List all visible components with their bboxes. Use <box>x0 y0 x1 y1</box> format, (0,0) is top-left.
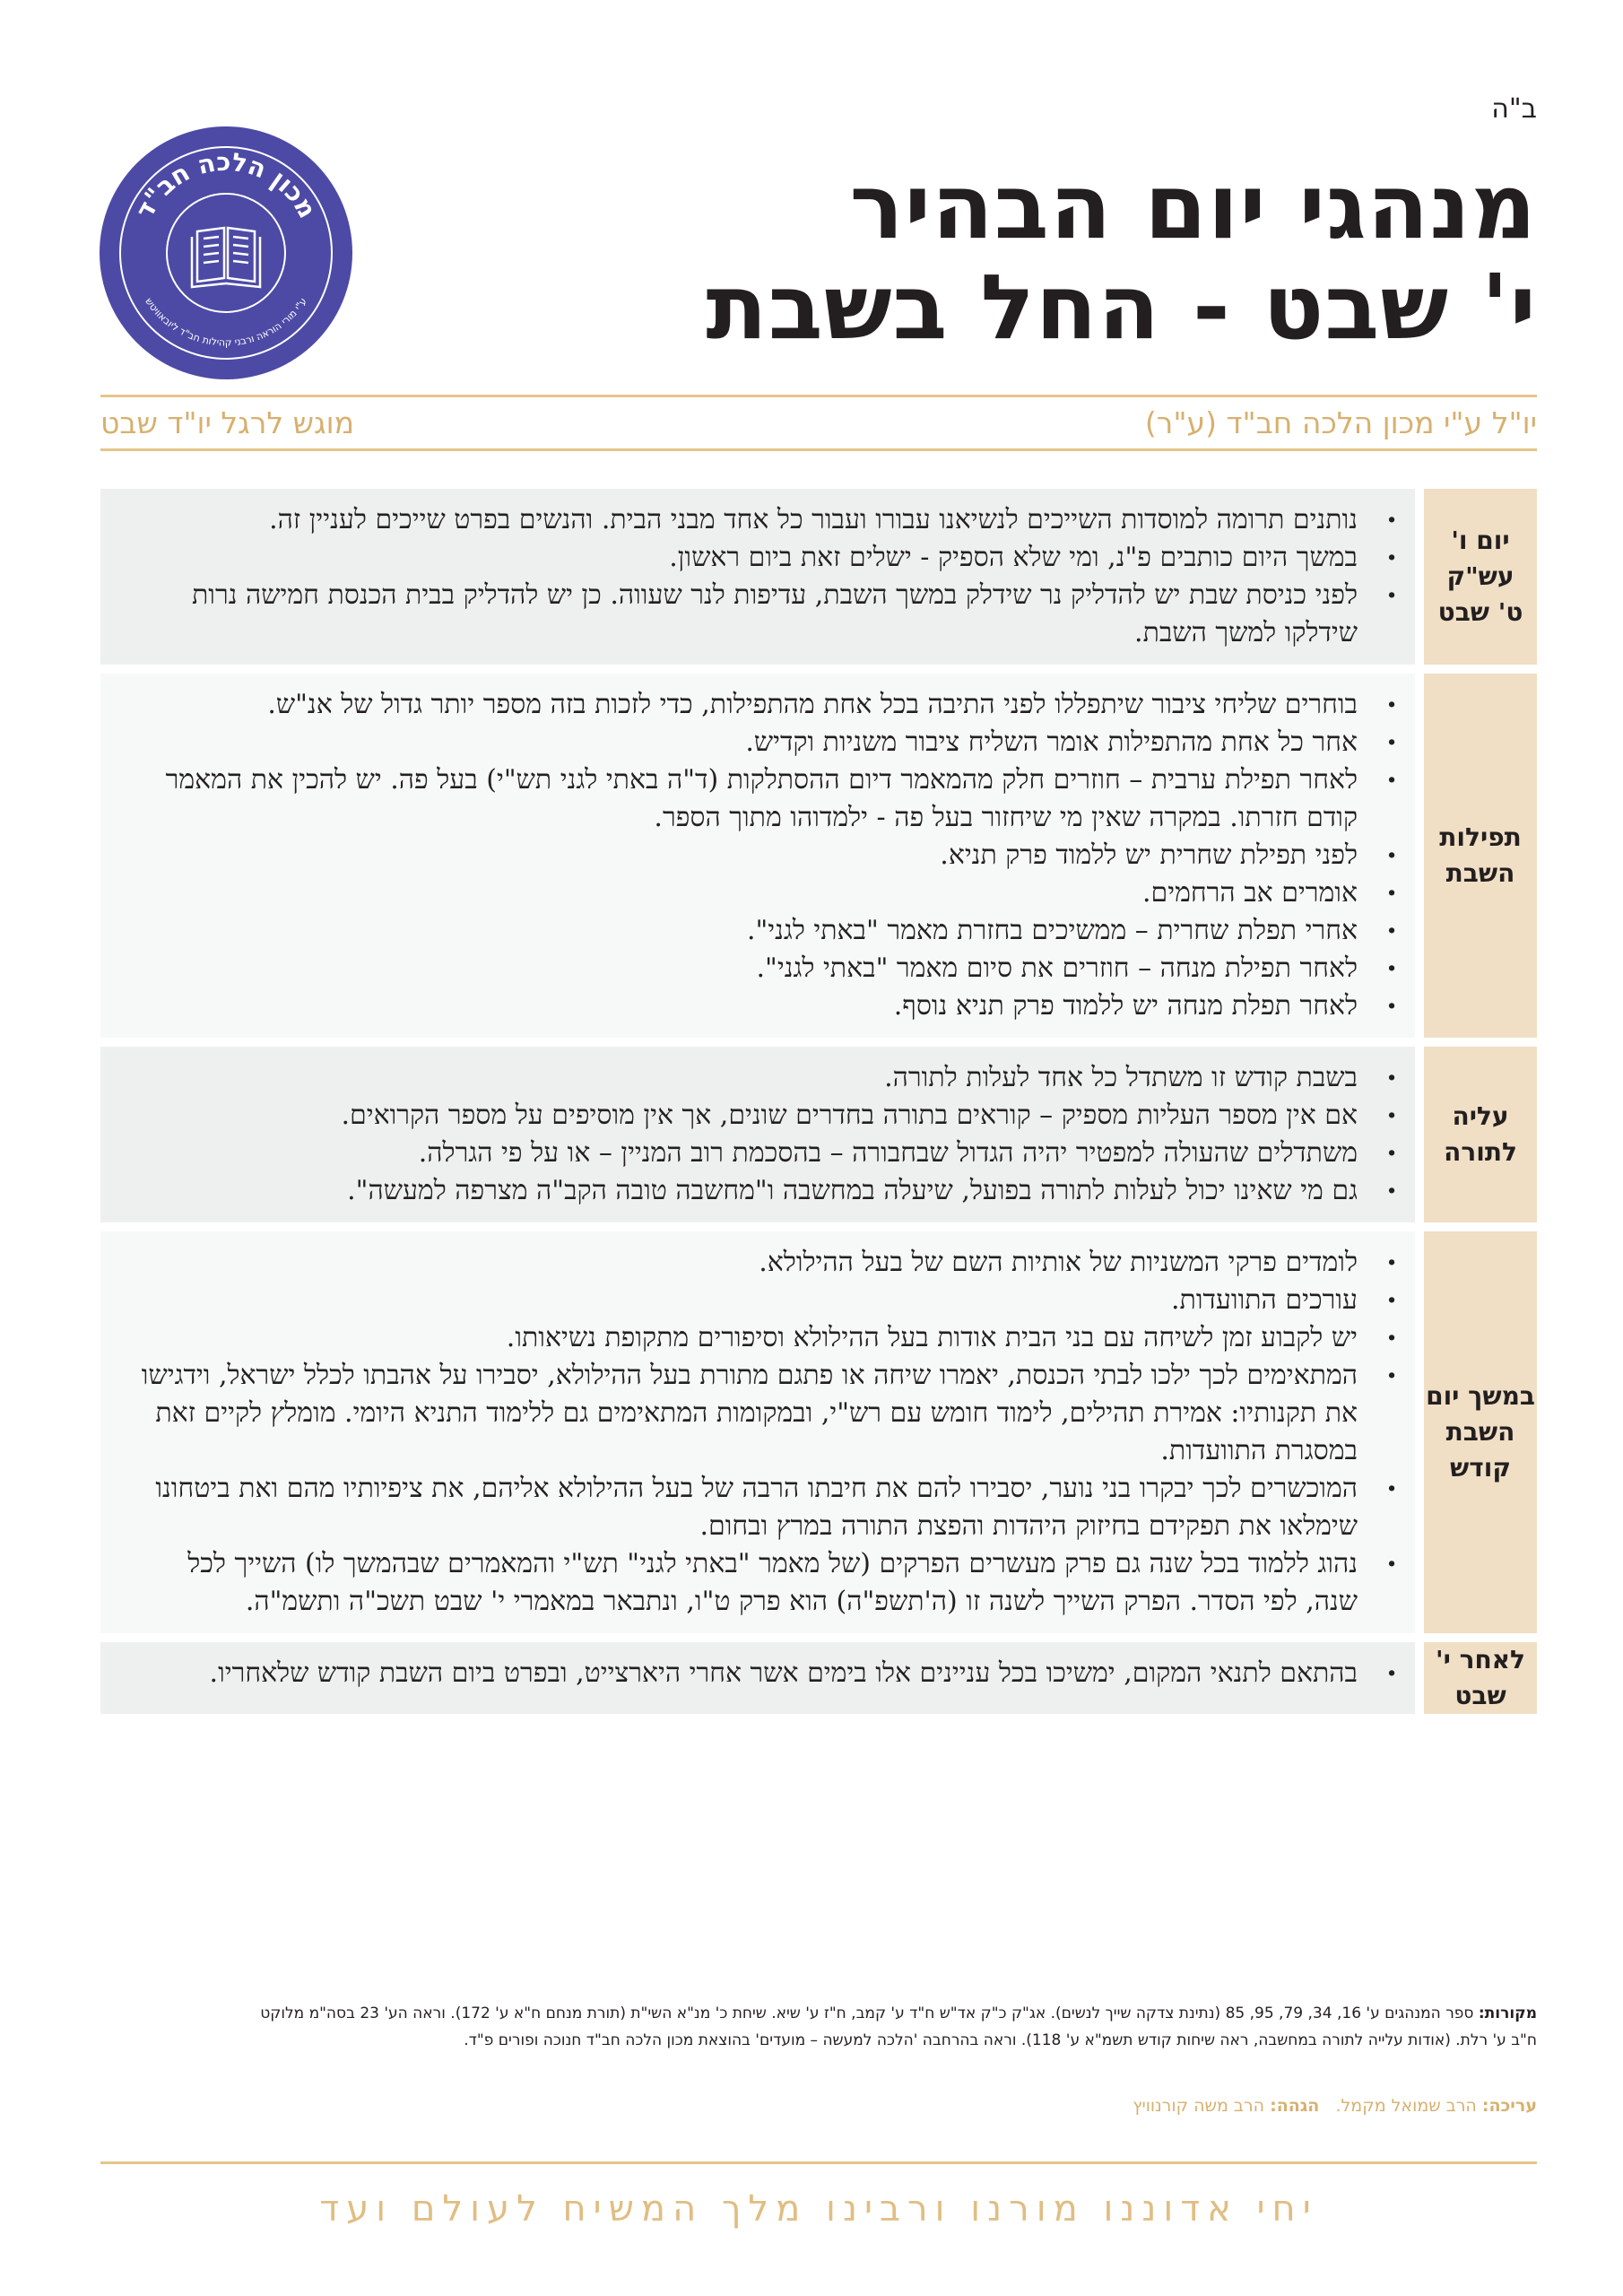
section-label: יום ו' עש"ק ט' שבט <box>1415 489 1537 665</box>
bullet-list <box>127 1244 1415 1621</box>
title-line-2: י' שבט - החל בשבת <box>706 255 1537 360</box>
edit-name: הרב שמואל מקמל. <box>1335 2096 1477 2116</box>
list-item: · אומרים אב הרחמים. <box>127 874 1415 912</box>
sources-line-1: ספר המנהגים ע' 16, 34, 79, 95, 85 (נתינת צדקה שייך לנשים). אג"ק כ"ק אד"ש ח"ד ע' קמב, ח"ז ע' שיא. שיחת כ' מנ"א השי"ת (תורת מנחם ח"א ע' 172). וראה הע' 23 בסה"מ מלוקט <box>260 2005 1474 2022</box>
list-item: · עורכים התוועדות. <box>127 1282 1415 1319</box>
page-title <box>461 154 1537 360</box>
logo-text-bottom: ע"י מורי הוראה ורבני קהילות חב"ד ליובאוויטש <box>143 295 309 349</box>
sources-note <box>100 2000 1537 2054</box>
edit-label: עריכה: <box>1481 2096 1537 2116</box>
list-item: · לפני תפילת שחרית יש ללמוד פרק תניא. <box>127 837 1415 874</box>
footer-divider <box>100 2161 1537 2164</box>
section-content <box>100 489 1415 665</box>
list-item: · יש לקבוע זמן לשיחה עם בני הבית אודות בעל ההילולא וסיפורים מתקופת נשיאותו. <box>127 1319 1415 1357</box>
customs-table <box>100 489 1537 1723</box>
publisher-line: יו"ל ע"י מכון הלכה חב"ד (ע"ר) <box>1144 405 1537 440</box>
section-content <box>100 1642 1415 1714</box>
sub-divider <box>100 448 1537 451</box>
section-content <box>100 674 1415 1038</box>
list-item: · לומדים פרקי המשניות של אותיות השם של בעל ההילולא. <box>127 1244 1415 1282</box>
list-item: · בוחרים שליחי ציבור שיתפללו לפני התיבה בכל אחת מהתפילות, כדי לזכות בזה מספר יותר גדול של אנ"ש. <box>127 686 1415 724</box>
footer-motto: יחי אדוננו מורנו ורבינו מלך המשיח לעולם ועד <box>319 2188 1318 2230</box>
title-line-1: מנהגי יום הבהיר <box>849 154 1537 259</box>
list-item: · אחרי תפלת שחרית – ממשיכים בחזרת מאמר "באתי לגני". <box>127 912 1415 950</box>
list-item: · נהוג ללמוד בכל שנה גם פרק מעשרים הפרקים (של מאמר "באתי לגני" תש"י והמאמרים שבהמשך לו) השייך לכל שנה, לפי הסדר. הפרק השייך לשנה זו (ה'תשפ"ה) הוא פרק ט"ו, ונתבאר במאמרי י' שבט תשכ"ה ותשמ"ה. <box>127 1545 1415 1621</box>
list-item: · בהתאם לתנאי המקום, ימשיכו בכל עניינים אלו בימים אשר אחרי היארצייט, ובפרט ביום השבת קודש שלאחריו. <box>127 1655 1415 1692</box>
review-name: הרב משה קורנוויץ <box>1133 2096 1265 2116</box>
institute-logo <box>99 126 354 381</box>
list-item: · לאחר תפלת מנחה יש ללמוד פרק תניא נוסף. <box>127 987 1415 1025</box>
list-item: · בשבת קודש זו משתדל כל אחד לעלות לתורה. <box>127 1059 1415 1097</box>
list-item: · משתדלים שהעולה למפטיר יהיה הגדול שבחבורה – בהסכמת רוב המניין – או על פי הגרלה. <box>127 1135 1415 1172</box>
list-item: · לאחר תפילת ערבית – חוזרים חלק מהמאמר דיום ההסתלקות (ד"ה באתי לגני תש"י) בעל פה. יש להכין את המאמר קודם חזרתו. במקרה שאין מי שיחזור בעל פה - ילמדוהו מתוך הספר. <box>127 761 1415 837</box>
occasion-line: מוגש לרגל יו"ד שבט <box>100 405 355 440</box>
section-label: תפילות השבת <box>1415 674 1537 1038</box>
bullet-list <box>127 501 1415 652</box>
bullet-list <box>127 686 1415 1025</box>
sources-label: מקורות: <box>1478 2005 1537 2022</box>
list-item: · אחר כל אחת מהתפילות אומר השליח ציבור משניות וקדיש. <box>127 724 1415 761</box>
list-item: · לפני כניסת שבת יש להדליק נר שידלק במשך השבת, עדיפות לנר שעווה. כן יש להדליק בבית הכנסת חמישה נרות שידלקו למשך השבת. <box>127 577 1415 652</box>
list-item: · נותנים תרומה למוסדות השייכים לנשיאנו עבורו ועבור כל אחד מבני הבית. והנשים בפרט שייכים לעניין זה. <box>127 501 1415 539</box>
section-row <box>100 1047 1537 1222</box>
bullet-list <box>127 1059 1415 1210</box>
logo-text-top: מכון הלכה חב"ד <box>129 146 323 223</box>
section-row <box>100 1231 1537 1633</box>
review-label: הגהה: <box>1270 2096 1320 2116</box>
sources-line-2: ח"ב ע' רלת. (אודות עלייה לתורה במחשבה, ראה שיחות קודש תשמ"א ע' 118). וראה בהרחבה 'הלכה למעשה – מועדים' בהוצאת מכון הלכה חב"ד חנוכה ופורים פ"ד. <box>464 2031 1537 2049</box>
section-row <box>100 489 1537 665</box>
section-content <box>100 1231 1415 1633</box>
section-label: עליה לתורה <box>1415 1047 1537 1222</box>
list-item: · אם אין מספר העליות מספיק – קוראים בתורה בחדרים שונים, אך אין מוסיפים על מספר הקרואים. <box>127 1097 1415 1135</box>
section-row <box>100 674 1537 1038</box>
list-item: · במשך היום כותבים פ"נ, ומי שלא הספיק - ישלים זאת ביום ראשון. <box>127 539 1415 577</box>
credits <box>1133 2096 1537 2116</box>
list-item: · המוכשרים לכך יבקרו בני נוער, יסבירו להם את חיבתו הרבה של בעל ההילולא אליהם, את ציפיותיו מהם ואת ביטחונו שימלאו את תפקידם בחיזוק היהדות והפצת התורה במרץ ובחום. <box>127 1470 1415 1545</box>
section-content <box>100 1047 1415 1222</box>
top-divider <box>100 395 1537 397</box>
list-item: · המתאימים לכך ילכו לבתי הכנסת, יאמרו שיחה או פתגם מתורת בעל ההילולא, יסבירו על אהבתו לכלל ישראל, וידגישו את תקנותיו: אמירת תהילים, לימוד חומש עם רש"י, ובמקומות המתאימים גם ללימוד התניא היומי. מומלץ לקיים זאת במסגרת התוועדות. <box>127 1357 1415 1470</box>
section-row <box>100 1642 1537 1714</box>
section-label: לאחר י' שבט <box>1415 1642 1537 1714</box>
section-label: במשך יום השבת קודש <box>1415 1231 1537 1633</box>
list-item: · גם מי שאינו יכול לעלות לתורה בפועל, שיעלה במחשבה ו"מחשבה טובה הקב"ה מצרפה למעשה". <box>127 1172 1415 1210</box>
bullet-list <box>127 1655 1415 1692</box>
list-item: · לאחר תפילת מנחה – חוזרים את סיום מאמר "באתי לגני". <box>127 950 1415 987</box>
bh-mark: ב"ה <box>1491 93 1537 125</box>
